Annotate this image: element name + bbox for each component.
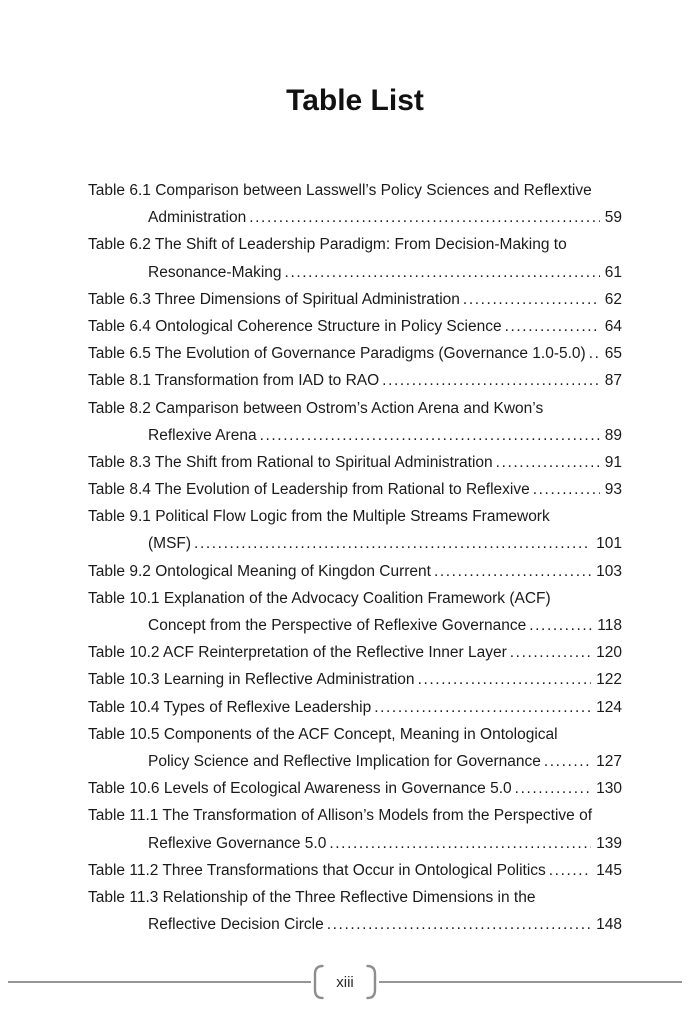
toc-entry	[88, 612, 622, 639]
toc-leader-dots	[533, 476, 600, 503]
toc-leader-dots	[285, 259, 600, 286]
toc-entry-label: Table 9.1 Political Flow Logic from the Multiple Streams Framework	[88, 508, 550, 526]
toc-leader-dots	[434, 558, 591, 585]
toc-entry	[88, 748, 622, 775]
footer-rule-right	[379, 981, 682, 983]
toc-entry-label: Table 10.6 Levels of Ecological Awareness in Governance 5.0	[88, 780, 512, 798]
toc-page-number: 118	[597, 617, 622, 634]
toc-entry	[88, 775, 622, 802]
toc-entry-continuation: (MSF)	[148, 535, 192, 553]
toc-entry	[88, 476, 622, 503]
toc-entry	[88, 694, 622, 721]
toc-entry-continuation: Concept from the Perspective of Reflexive Governance	[148, 617, 527, 634]
toc-entry	[88, 204, 622, 231]
toc-page-number: 139	[596, 834, 622, 852]
toc-entry-label: Table 6.1 Comparison between Lasswell’s Policy Sciences and Reflextive	[88, 182, 592, 199]
toc-page-number: 61	[604, 263, 622, 281]
toc-page-number: 62	[604, 290, 622, 308]
toc-leader-dots	[510, 639, 591, 666]
toc-entry-label: Table 8.4 The Evolution of Leadership from Rational to Reflexive	[88, 481, 530, 499]
toc-page-number: 59	[604, 209, 622, 227]
toc-leader-dots	[529, 612, 592, 639]
toc-page-number: 130	[596, 780, 622, 798]
toc-entry-label: Table 6.5 The Evolution of Governance Paradigms (Governance 1.0-5.0)	[88, 345, 586, 363]
toc-entry-label: Table 10.5 Components of the ACF Concept, Meaning in Ontological	[88, 725, 558, 743]
toc-entry	[88, 558, 622, 585]
toc-entry-label: Table 6.2 The Shift of Leadership Paradigm: From Decision-Making to	[88, 236, 567, 254]
toc-page-number: 120	[596, 644, 622, 662]
toc-entry	[88, 530, 622, 557]
toc-entry	[88, 721, 622, 748]
toc-entry	[88, 666, 622, 693]
page-title: Table List	[286, 84, 424, 117]
page-number: xiii	[336, 973, 354, 991]
toc-entry	[88, 177, 622, 204]
toc-leader-dots	[327, 911, 591, 938]
toc-entry	[88, 911, 622, 938]
toc-page-number: 124	[596, 698, 622, 716]
toc-entry	[88, 340, 622, 367]
toc-entry	[88, 231, 622, 258]
toc-entry	[88, 313, 622, 340]
footer-rule-left	[8, 981, 311, 983]
toc-leader-dots	[374, 694, 591, 721]
toc-entry-label: Table 6.4 Ontological Coherence Structure in Policy Science	[88, 317, 502, 335]
toc-entry	[88, 884, 622, 911]
toc-entry	[88, 503, 622, 530]
toc-page-number: 64	[604, 317, 622, 335]
table-list	[88, 177, 622, 938]
page-footer	[8, 960, 682, 1004]
toc-page-number: 93	[604, 481, 622, 499]
footer-right-bracket-icon	[365, 963, 379, 1001]
toc-leader-dots	[194, 530, 591, 557]
toc-page-number: 103	[596, 562, 622, 580]
toc-entry-continuation: Reflexive Arena	[148, 426, 257, 444]
toc-page-number: 91	[604, 453, 622, 471]
toc-page-number: 65	[604, 345, 622, 363]
toc-entry	[88, 259, 622, 286]
toc-entry	[88, 367, 622, 394]
toc-entry-continuation: Reflexive Governance 5.0	[148, 834, 327, 852]
toc-entry	[88, 802, 622, 829]
toc-entry	[88, 395, 622, 422]
toc-leader-dots	[505, 313, 600, 340]
toc-entry-label: Table 8.3 The Shift from Rational to Spiritual Administration	[88, 453, 493, 471]
toc-entry-label: Table 11.3 Relationship of the Three Reflective Dimensions in the	[88, 888, 536, 906]
toc-page-number: 145	[596, 861, 622, 879]
toc-page-number: 87	[604, 372, 622, 390]
toc-entry-label: Table 8.2 Camparison between Ostrom’s Action Arena and Kwon’s	[88, 399, 544, 417]
toc-leader-dots	[549, 857, 591, 884]
toc-page-number: 127	[596, 752, 622, 770]
toc-entry-continuation: Resonance-Making	[148, 263, 282, 281]
toc-entry	[88, 857, 622, 884]
toc-entry	[88, 449, 622, 476]
toc-leader-dots	[463, 286, 600, 313]
toc-leader-dots	[260, 422, 600, 449]
toc-entry	[88, 422, 622, 449]
toc-entry-continuation: Reflective Decision Circle	[148, 916, 324, 934]
toc-leader-dots	[249, 204, 600, 231]
toc-page-number: 89	[604, 426, 622, 444]
toc-entry-label: Table 8.1 Transformation from IAD to RAO	[88, 372, 380, 390]
toc-entry-label: Table 11.2 Three Transformations that Occur in Ontological Politics	[88, 861, 546, 879]
toc-entry-label: Table 10.2 ACF Reinterpretation of the Reflective Inner Layer	[88, 644, 507, 662]
toc-entry-label: Table 10.1 Explanation of the Advocacy Coalition Framework (ACF)	[88, 589, 551, 607]
toc-leader-dots	[418, 666, 592, 693]
toc-entry-continuation: Policy Science and Reflective Implication for Governance	[148, 752, 541, 770]
toc-entry	[88, 639, 622, 666]
toc-leader-dots	[382, 367, 600, 394]
toc-entry-label: Table 11.1 The Transformation of Allison’s Models from the Perspective of	[88, 807, 593, 825]
toc-page-number: 101	[596, 535, 622, 553]
toc-entry-label: Table 10.3 Learning in Reflective Administration	[88, 671, 415, 689]
toc-entry-label: Table 10.4 Types of Reflexive Leadership	[88, 698, 372, 716]
toc-entry	[88, 286, 622, 313]
footer-left-bracket-icon	[311, 963, 325, 1001]
toc-entry-label: Table 6.3 Three Dimensions of Spiritual Administration	[88, 290, 460, 308]
toc-leader-dots	[544, 748, 591, 775]
toc-leader-dots	[496, 449, 600, 476]
toc-leader-dots	[589, 340, 600, 367]
toc-entry	[88, 585, 622, 612]
toc-leader-dots	[515, 775, 591, 802]
toc-entry-label: Table 9.2 Ontological Meaning of Kingdon Current	[88, 562, 431, 580]
toc-entry	[88, 830, 622, 857]
toc-page-number: 122	[596, 671, 622, 689]
toc-page-number: 148	[596, 916, 622, 934]
toc-entry-continuation: Administration	[148, 209, 247, 227]
toc-leader-dots	[329, 830, 591, 857]
